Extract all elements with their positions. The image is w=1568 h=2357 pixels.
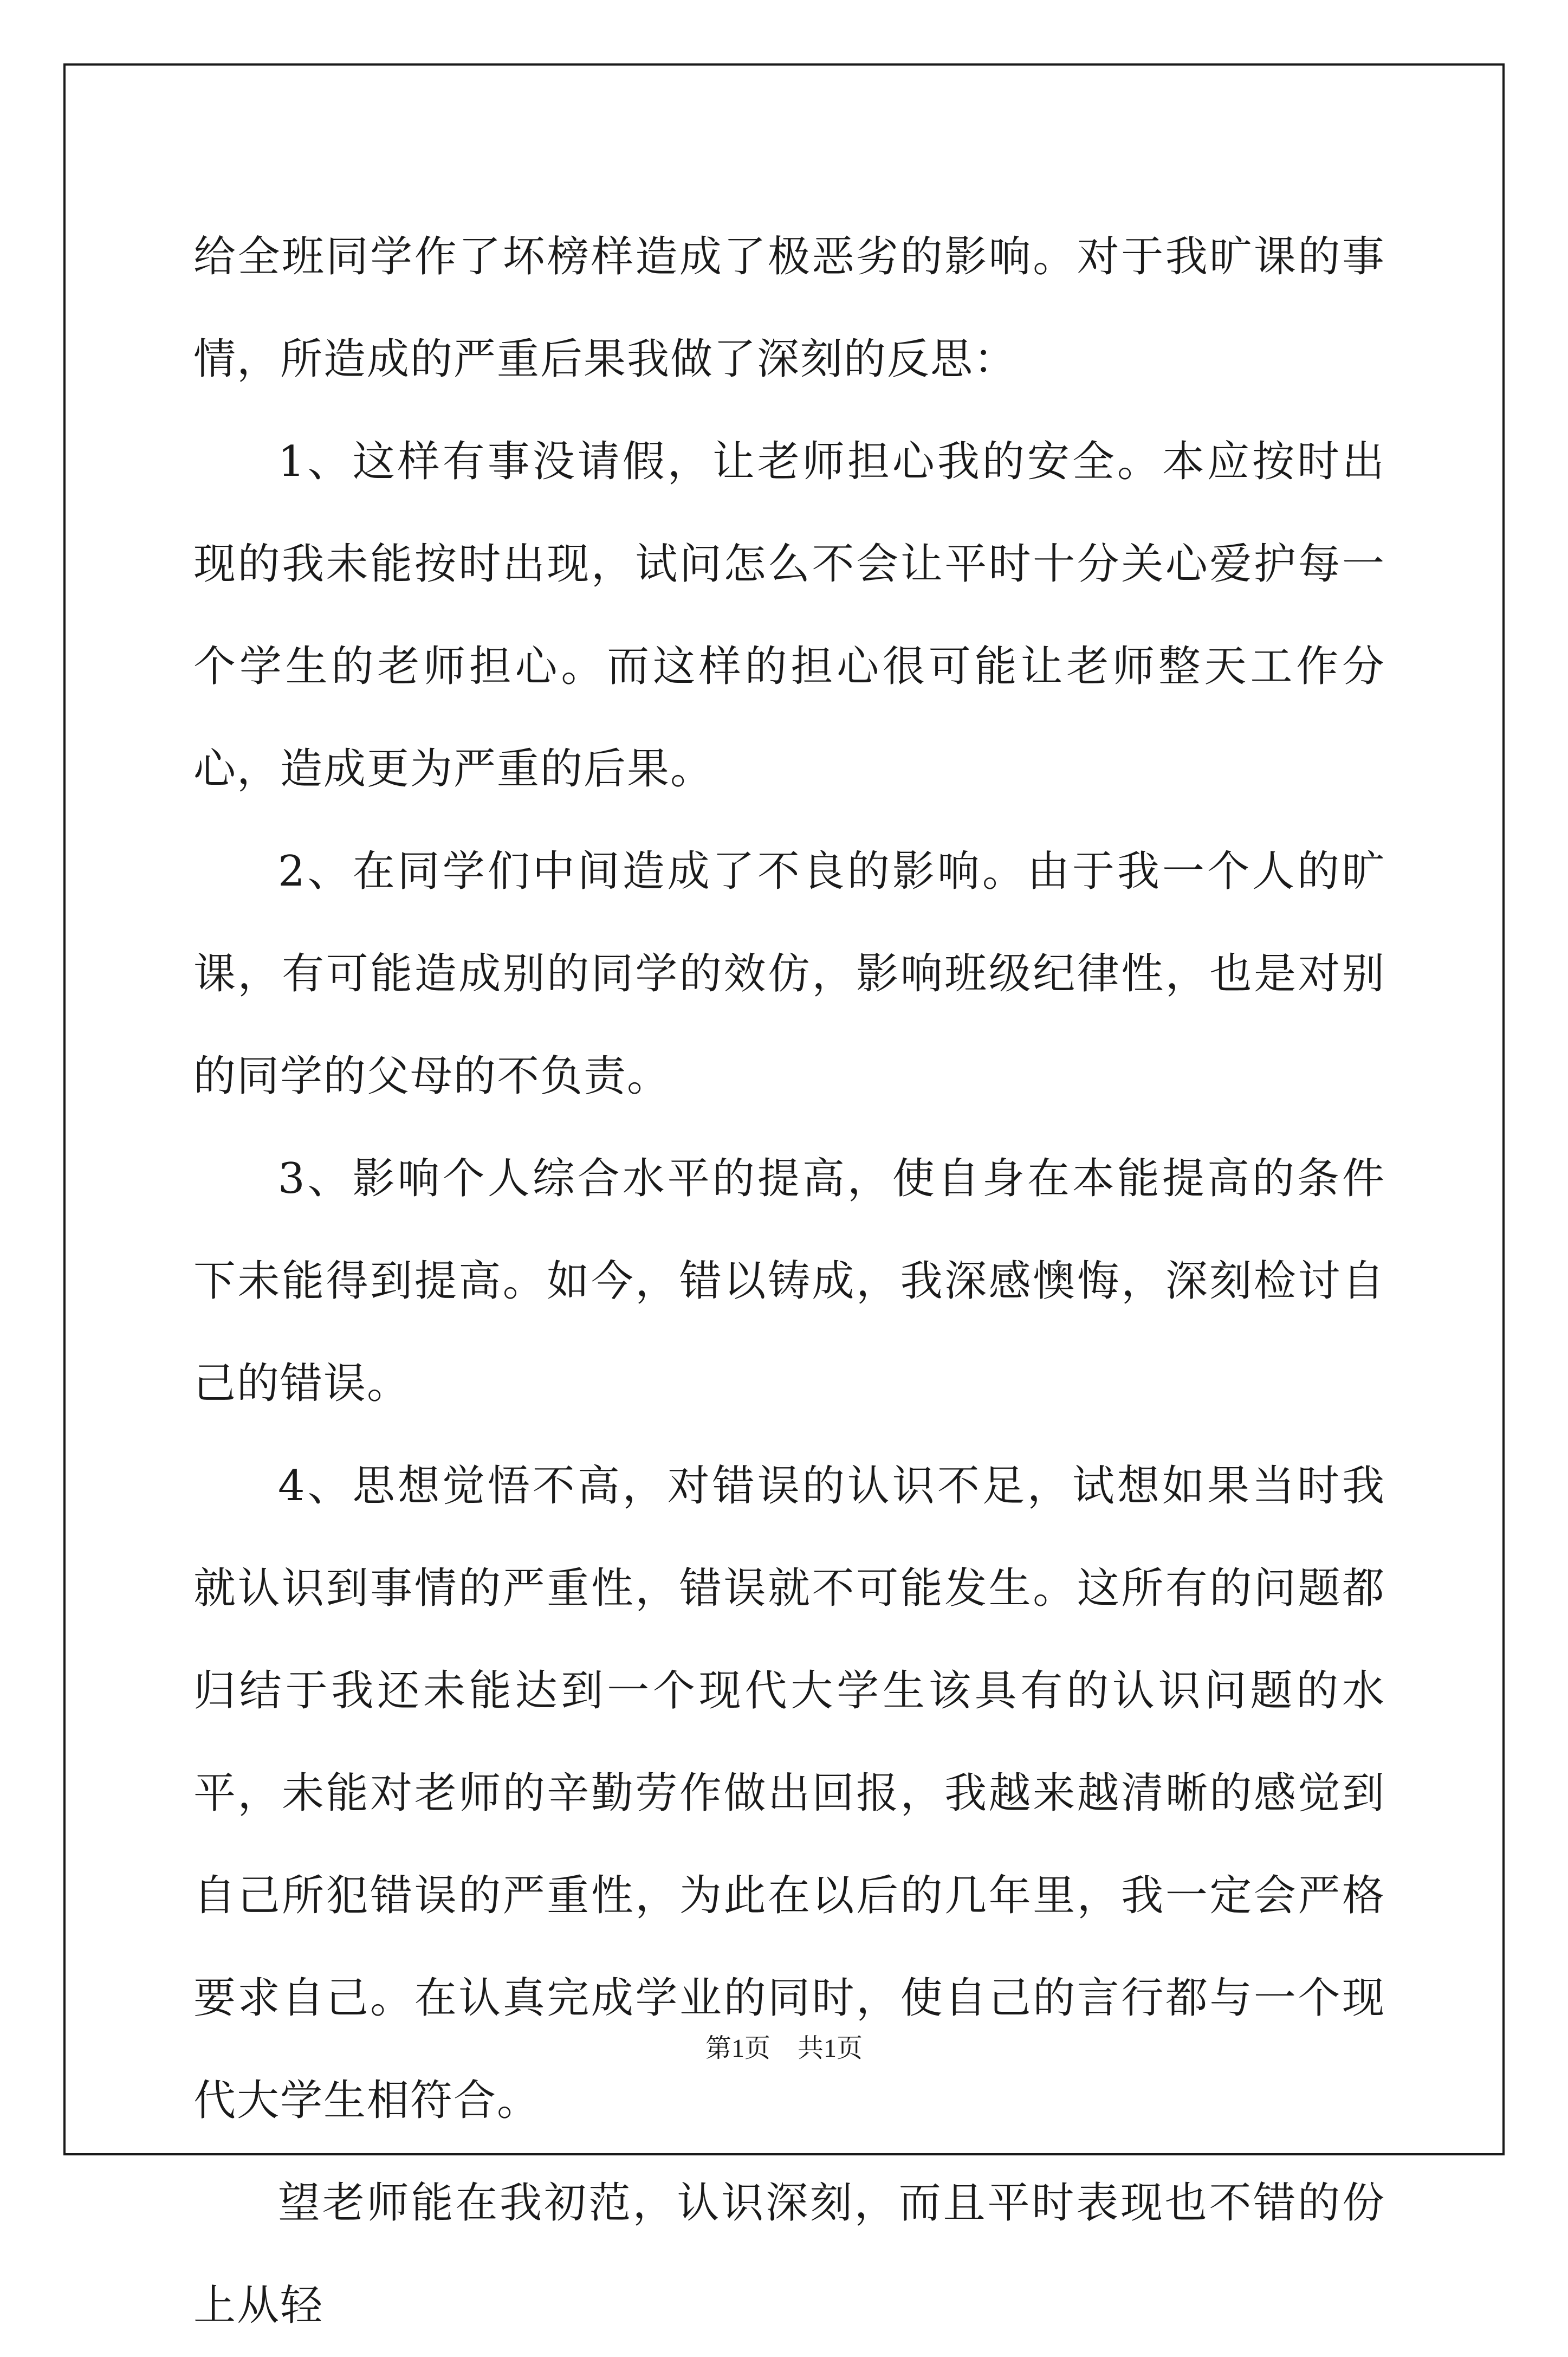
paragraph-item-2: 2、在同学们中间造成了不良的影响。由于我一个人的旷课，有可能造成别的同学的效仿，影响班级纪律性，也是对别的同学的父母的不负责。 [193,847,1385,1101]
page-footer [0,2027,1568,2064]
page-number: 第1页 [705,2034,770,2063]
paragraph-item-1: 1、这样有事没请假，让老师担心我的安全。本应按时出现的我未能按时出现，试问怎么不会让平时十分关心爱护每一个学生的老师担心。而这样的担心很可能让老师整天工作分心，造成更为严重的后果。 [193,437,1385,793]
paragraph-item-4: 4、思想觉悟不高，对错误的认识不足，试想如果当时我就认识到事情的严重性，错误就不可能发生。这所有的问题都归结于我还未能达到一个现代大学生该具有的认识问题的水平，未能对老师的辛勤劳作做出回报，我越来越清晰的感觉到自己所犯错误的严重性，为此在以后的几年里，我一定会严格要求自己。在认真完成学业的同时，使自己的言行都与一个现代大学生相符合。 [193,1462,1385,2125]
page-total: 共1页 [798,2034,863,2063]
paragraph-closing: 望老师能在我初范，认识深刻，而且平时表现也不错的份上从轻 [193,2179,1385,2330]
paragraph-item-3: 3、影响个人综合水平的提高，使自身在本能提高的条件下未能得到提高。如今，错以铸成，我深感懊悔，深刻检讨自己的错误。 [193,1154,1385,1408]
paragraph-intro-continued: 给全班同学作了坏榜样造成了极恶劣的影响。对于我旷课的事情，所造成的严重后果我做了深刻的反思： [193,233,1385,384]
